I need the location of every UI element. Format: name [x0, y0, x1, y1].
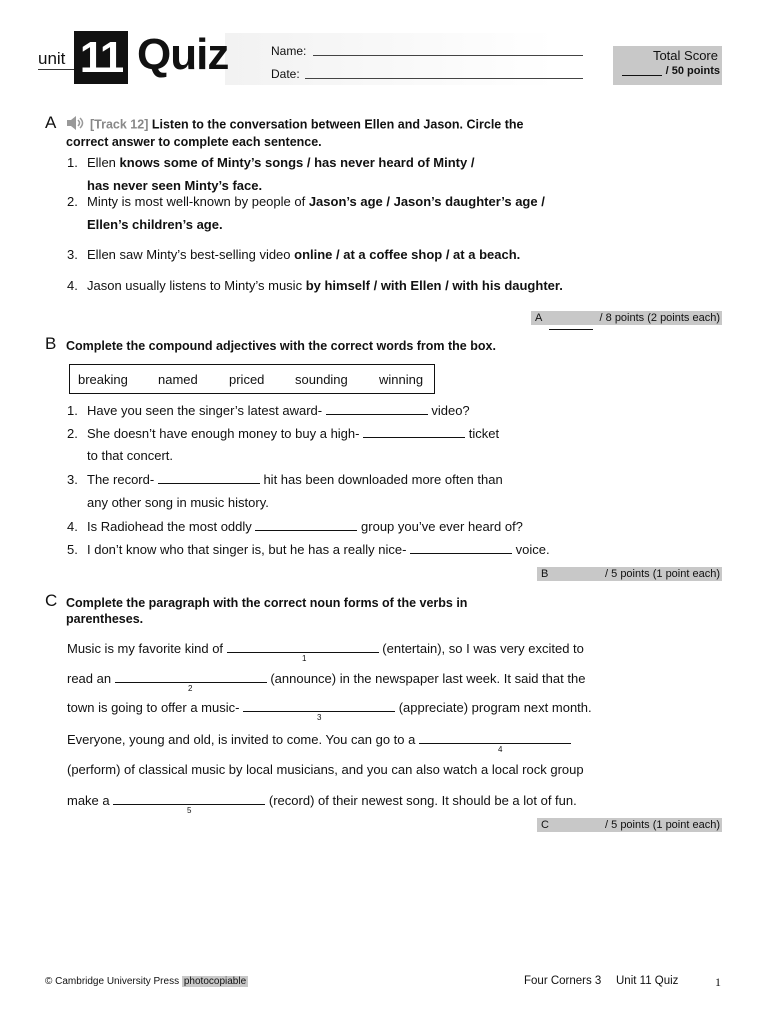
quiz-title: Quiz — [137, 30, 229, 79]
answer-choices[interactable]: online / at a coffee shop / at a beach. — [294, 247, 521, 262]
section-a-instruction — [66, 116, 586, 150]
total-score-label: Total Score — [652, 48, 718, 63]
answer-choices[interactable]: has never seen Minty’s face. — [87, 178, 263, 193]
question-b3: 3. The record- hit has been downloaded more often than — [67, 472, 503, 487]
blank-number: 1 — [302, 654, 307, 663]
track-label: [Track 12] — [90, 117, 149, 132]
unit-underline — [38, 69, 74, 70]
blank-number: 2 — [188, 684, 193, 693]
answer-blank[interactable] — [243, 699, 395, 712]
speaker-icon[interactable] — [66, 116, 86, 134]
question-a1-cont — [87, 177, 262, 194]
answer-blank[interactable] — [326, 402, 428, 415]
name-label: Name: — [271, 44, 307, 58]
section-c-points: C / 5 points (1 point each) — [537, 818, 722, 832]
answer-blank[interactable] — [419, 731, 571, 744]
date-field[interactable] — [305, 78, 583, 79]
name-field[interactable] — [313, 55, 583, 56]
box-word: sounding — [295, 372, 348, 387]
paragraph-line-6: make a (record) of their newest song. It should be a lot of fun. — [67, 793, 577, 808]
photocopiable-badge: photocopiable — [183, 976, 247, 987]
date-label: Date: — [271, 67, 300, 81]
question-a4: 4. Jason usually listens to Minty’s music by himself / with Ellen / with his daughter. — [67, 278, 563, 293]
paragraph-line-1: Music is my favorite kind of (entertain), so I was very excited to — [67, 641, 584, 656]
section-a-points: A / 8 points (2 points each) — [531, 311, 722, 325]
box-word: named — [158, 372, 198, 387]
question-b1: 1. Have you seen the singer’s latest award- video? — [67, 403, 470, 418]
total-points: / 50 points — [665, 65, 720, 77]
question-b3-cont: any other song in music history. — [87, 495, 269, 510]
paragraph-line-5: (perform) of classical music by local musicians, and you can also watch a local rock group — [67, 762, 584, 777]
instruction-line-1: Listen to the conversation between Ellen and Jason. Circle the — [151, 117, 524, 132]
answer-choices[interactable]: by himself / with Ellen / with his daughter. — [305, 278, 563, 293]
section-b-letter: B — [45, 334, 57, 353]
unit-number: 11 — [74, 31, 128, 84]
answer-blank[interactable] — [363, 425, 465, 438]
question-b4: 4. Is Radiohead the most oddly group you’ve ever heard of? — [67, 519, 523, 534]
question-a2: 2. Minty is most well-known by people of Jason’s age / Jason’s daughter’s age / — [67, 194, 545, 209]
footer-book: Four Corners 3 — [524, 975, 602, 987]
paragraph-line-4: Everyone, young and old, is invited to come. You can go to a — [67, 731, 571, 748]
answer-choices[interactable]: Jason’s age / Jason’s daughter’s age / — [308, 194, 545, 209]
section-b-instruction: Complete the compound adjectives with the correct words from the box. — [66, 339, 496, 353]
section-a-letter: A — [45, 113, 57, 132]
blank-number: 3 — [317, 713, 322, 722]
footer-unit-quiz: Unit 11 Quiz — [616, 975, 679, 987]
box-word: winning — [379, 372, 424, 387]
question-a2-cont — [87, 216, 223, 233]
question-b5: 5. I don’t know who that singer is, but he has a really nice- voice. — [67, 542, 550, 557]
blank-number: 4 — [498, 745, 503, 754]
word-box — [69, 364, 435, 394]
question-b2-cont: to that concert. — [87, 448, 173, 463]
box-word: priced — [229, 372, 265, 387]
question-a1: 1. Ellen knows some of Minty’s songs / has never heard of Minty / — [67, 155, 475, 170]
question-b2: 2. She doesn’t have enough money to buy a high- ticket — [67, 426, 500, 441]
unit-label: unit — [38, 49, 66, 68]
instruction-line-2: correct answer to complete each sentence. — [66, 135, 322, 149]
section-c-letter: C — [45, 591, 58, 610]
box-word: breaking — [78, 372, 128, 387]
question-a3: 3. Ellen saw Minty’s best-selling video online / at a coffee shop / at a beach. — [67, 247, 521, 262]
answer-blank[interactable] — [115, 670, 267, 683]
answer-choices[interactable]: Ellen’s children’s age. — [87, 217, 223, 232]
section-a-score-field[interactable] — [549, 329, 593, 330]
answer-blank[interactable] — [158, 471, 260, 484]
answer-blank[interactable] — [227, 640, 379, 653]
section-c-instruction: Complete the paragraph with the correct noun forms of the verbs in parentheses. — [66, 596, 468, 626]
page-number: 1 — [715, 975, 721, 989]
answer-blank[interactable] — [410, 541, 512, 554]
answer-choices[interactable]: knows some of Minty’s songs / has never heard of Minty / — [119, 155, 475, 170]
paragraph-line-3: town is going to offer a music- (appreciate) program next month. — [67, 700, 592, 715]
answer-blank[interactable] — [255, 518, 357, 531]
paragraph-line-2: read an (announce) in the newspaper last week. It said that the — [67, 671, 586, 686]
answer-blank[interactable] — [113, 792, 265, 805]
footer-copyright: © Cambridge University Press photocopiable — [45, 976, 247, 987]
section-b-points: B / 5 points (1 point each) — [537, 567, 722, 581]
blank-number: 5 — [187, 806, 192, 815]
